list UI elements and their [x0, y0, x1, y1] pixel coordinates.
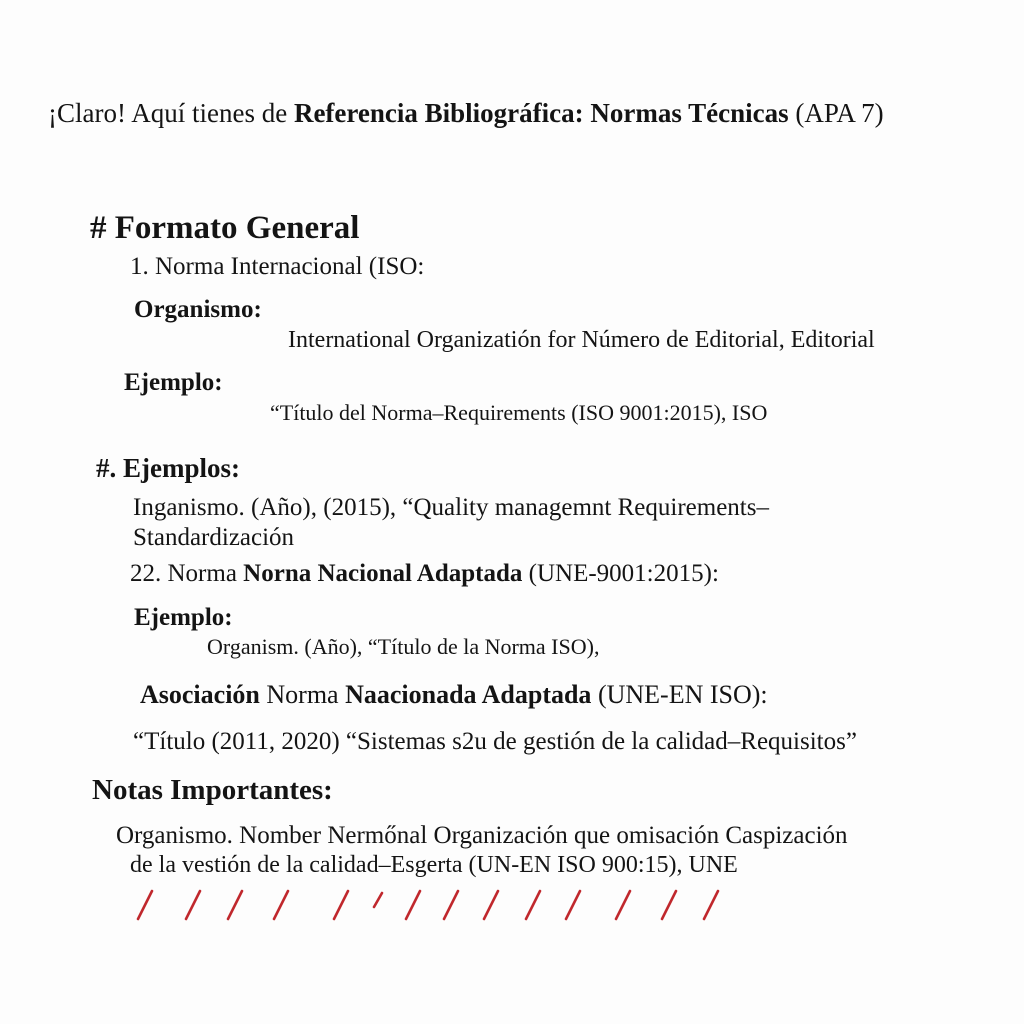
slash-mark	[616, 891, 630, 919]
intro-suffix: (APA 7)	[788, 98, 884, 128]
organismo-text: International Organizatión for Número de Editorial, Editorial	[288, 327, 875, 353]
slash-mark	[138, 891, 152, 919]
titulo-line: “Título (2011, 2020) “Sistemas s2u de gestión de la calidad–Requisitos”	[133, 728, 857, 755]
item-norma-internacional: 1. Norma Internacional (ISO:	[130, 253, 425, 280]
asociacion-suffix: (UNE-EN ISO):	[591, 680, 768, 709]
slash-mark	[484, 891, 498, 919]
slash-mark	[228, 891, 242, 919]
heading-formato-general: # Formato General	[90, 210, 360, 246]
ejemplo-general-text: “Título del Norma–Requirements (ISO 9001:2015), ISO	[270, 400, 768, 425]
item-norma-nacional	[130, 561, 719, 586]
label-ejemplo-examples: Ejemplo:	[134, 604, 233, 631]
intro-prefix: ¡Claro! Aquí tienes de	[48, 98, 294, 128]
notes-line-2: de la vestión de la calidad–Esgerta (UN-EN ISO 900:15), UNE	[130, 852, 738, 878]
asociacion-mid: Norma	[259, 680, 346, 709]
asociacion-line	[140, 682, 768, 708]
label-ejemplo-general: Ejemplo:	[124, 369, 223, 396]
slash-mark	[566, 891, 580, 919]
item-2-prefix: 22. Norma	[130, 560, 244, 587]
example-line-2: Standardización	[133, 524, 295, 551]
label-organismo: Organismo:	[134, 296, 262, 323]
slash-mark	[374, 893, 382, 907]
item-2-suffix: (UNE-9001:2015):	[522, 560, 719, 587]
slash-mark	[526, 891, 540, 919]
notes-line-1: Organismo. Nomber Nermőnal Organización que omisación Caspización	[116, 822, 848, 849]
ejemplo-examples-text: Organism. (Año), “Título de la Norma ISO),	[207, 634, 600, 659]
asociacion-bold-2: Naacionada Adaptada	[345, 680, 592, 709]
heading-ejemplos: #. Ejemplos:	[96, 453, 240, 483]
item-2-bold: Norna Nacional Adaptada	[243, 560, 523, 587]
slash-mark	[274, 891, 288, 919]
slash-mark	[444, 891, 458, 919]
slash-mark	[334, 891, 348, 919]
asociacion-bold: Asociación	[140, 680, 260, 709]
example-line-1: Inganismo. (Año), (2015), “Quality managemnt Requirements–	[133, 494, 769, 521]
slash-mark	[406, 891, 420, 919]
slash-mark	[186, 891, 200, 919]
intro-line	[48, 100, 884, 127]
slash-mark	[704, 891, 718, 919]
red-slash-marks	[130, 885, 730, 925]
slash-mark	[662, 891, 676, 919]
intro-title: Referencia Bibliográfica: Normas Técnicas	[293, 98, 789, 128]
heading-notas-importantes: Notas Importantes:	[92, 774, 333, 806]
